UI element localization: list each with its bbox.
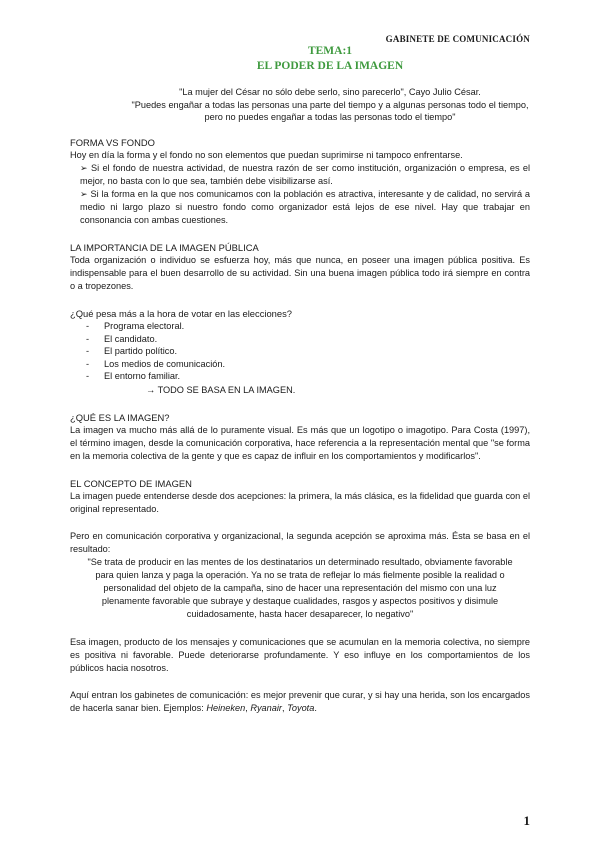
paragraph: La imagen va mucho más allá de lo puramente visual. Es más que un logotipo o imagotipo. Para Costa (1997), el término imagen, desde la comunicación corporativa, hace referencia a la representación mental que "se forma en la memoria colectiva de la gente y que es capaz de influir en los comportamientos y modificarlos". <box>70 424 530 461</box>
paragraph: Pero en comunicación corporativa y organizacional, la segunda acepción se aproxima más. Ésta se basa en el resultado: <box>70 530 530 554</box>
arrow-bullet: ➢ Si la forma en la que nos comunicamos con la población es atractiva, interesante y de calidad, no servirá a medio ni largo plazo si nuestro fondo como organizador está lejos de ese nivel. Hay que trabajar en consonancia con ambas cuestiones. <box>80 189 530 225</box>
paragraph-text: Aquí entran los gabinetes de comunicación: es mejor prevenir que curar, y si hay una herida, son los encargados de hacerla sanar bien. Ejemplos: <box>70 689 530 713</box>
list-item: - Los medios de comunicación. <box>86 358 530 371</box>
conclusion: → TODO SE BASA EN LA IMAGEN. <box>146 384 296 395</box>
example-brand: Toyota <box>287 702 315 713</box>
voting-factors-list <box>70 320 530 383</box>
list-item: - El candidato. <box>86 333 530 346</box>
document-body <box>70 136 530 715</box>
paragraph: Toda organización o individuo se esfuerza hoy, más que nunca, en poseer una imagen pública positiva. Es indispensable para el buen desarrollo de su actividad. Sin una buena imagen pública todo irá siempre en contra o a tropezones. <box>70 255 530 291</box>
section-heading: ¿QUÉ ES LA IMAGEN? <box>70 411 170 423</box>
arrow-bullet: ➢ Si el fondo de nuestra actividad, de nuestra razón de ser como institución, organización o empresa, es el mejor, no basta con lo que sea, también debe visibilizarse así. <box>80 163 530 186</box>
quote-line: "La mujer del César no sólo debe serlo, sino parecerlo", Cayo Julio César. <box>179 87 481 97</box>
quote-line: pero no puedes engañar a todas las personas todo el tiempo" <box>204 112 456 122</box>
section-question: ¿Qué pesa más a la hora de votar en las elecciones? <box>70 308 293 319</box>
list-item: - El partido político. <box>86 345 530 358</box>
quote-line: "Puedes engañar a todas las personas una parte del tiempo y a algunas personas todo el tiempo, <box>131 99 529 110</box>
topic-number: TEMA:1 <box>307 45 353 57</box>
title-block <box>0 44 600 74</box>
paragraph: Aquí entran los gabinetes de comunicación: es mejor prevenir que curar, y si hay una herida, son los encargados de hacerla sanar bien. Ejemplos: Heineken, Ryanair, Toyota. <box>70 689 530 713</box>
block-quote: "Se trata de producir en las mentes de los destinatarios un determinado resultado, obviamente favorable para quien lanza y paga la operación. Ya no se trata de reflejar lo más fielmente posible la realidad o personalidad del objeto de la campaña, sino de hacer una representación del mismo con una luz plenamente favorable que subraye y destaque cualidades, rasgos y aspectos positivos y disimule cuidadosamente, hasta hacer desaparecer, lo negativo" <box>87 556 513 620</box>
paragraph: La imagen puede entenderse desde dos acepciones: la primera, la más clásica, es la fidelidad que guarda con el original representado. <box>70 490 530 514</box>
epigraph-quotes <box>70 86 590 124</box>
list-item: - El entorno familiar. <box>86 370 530 383</box>
paragraph: Esa imagen, producto de los mensajes y comunicaciones que se acumulan en la memoria colectiva, no siempre es positiva ni favorable. Puede deteriorarse profundamente. Y eso influye en los comportamientos de los públicos hacia nosotros. <box>70 636 530 673</box>
section-heading: LA IMPORTANCIA DE LA IMAGEN PÚBLICA <box>70 242 259 253</box>
page-title: EL PODER DE LA IMAGEN <box>256 60 404 72</box>
section-heading: FORMA VS FONDO <box>70 137 155 148</box>
example-brand: Heineken <box>206 702 246 713</box>
example-brand: Ryanair <box>250 702 282 713</box>
page-number: 1 <box>523 813 530 828</box>
list-item: - Programa electoral. <box>86 320 530 333</box>
paragraph: Hoy en día la forma y el fondo no son elementos que puedan suprimirse ni tampoco enfrentarse. <box>70 150 463 160</box>
document-header: GABINETE DE COMUNICACIÓN <box>385 34 530 44</box>
section-heading: EL CONCEPTO DE IMAGEN <box>70 477 192 489</box>
